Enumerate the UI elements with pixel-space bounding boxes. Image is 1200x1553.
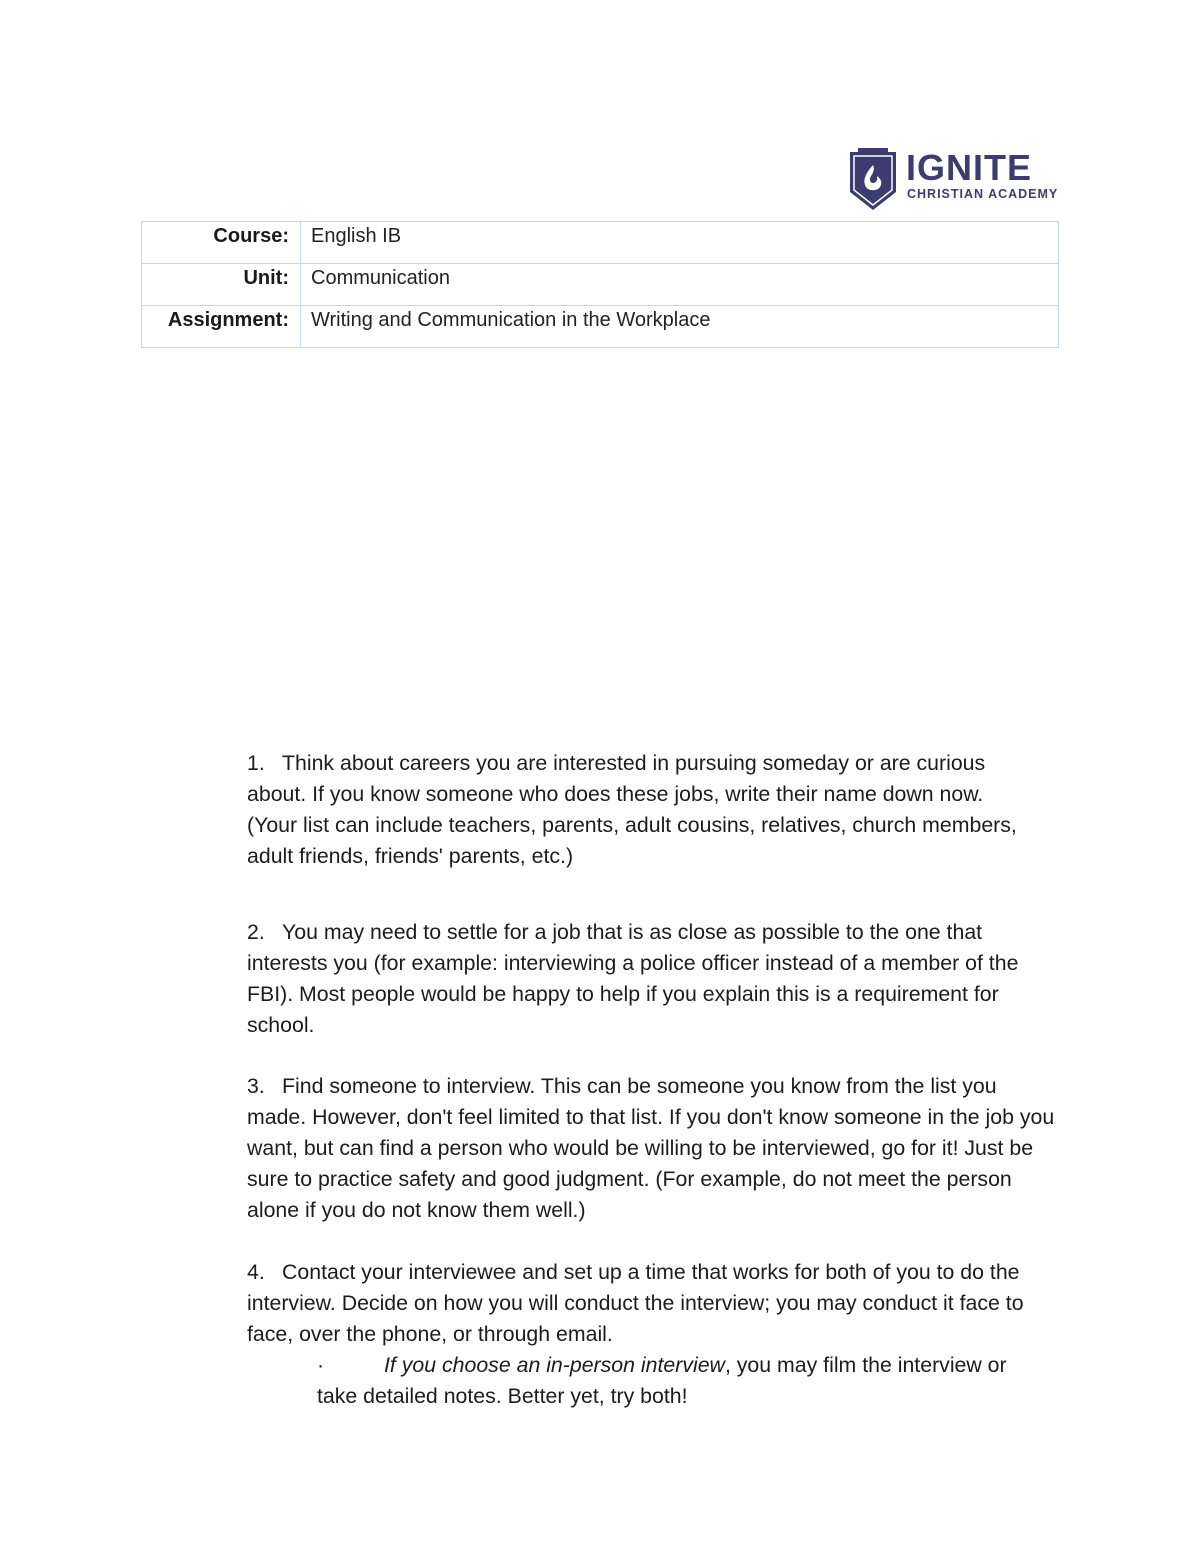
logo-subtitle: CHRISTIAN ACADEMY — [907, 187, 1059, 201]
step-4 — [247, 1257, 1062, 1350]
logo-wordmark: IGNITE — [906, 147, 1033, 188]
flame-shield-icon — [848, 148, 898, 212]
assignment-value: Writing and Communication in the Workplace — [301, 306, 1059, 348]
unit-value: Communication — [301, 264, 1059, 306]
course-value: English IB — [301, 222, 1059, 264]
step-2 — [247, 917, 1062, 1041]
course-label: Course: — [142, 222, 301, 264]
step-3-text: Find someone to interview. This can be someone you know from the list you made. However, don't feel limited to that list. If you don't know someone in the job you want, but can find a person who would be willing to be interviewed, go for it! Just be sure to practice safety and good judgment. (For example, do not meet the person alone if you do not know them well.) — [247, 1074, 1055, 1222]
step-1 — [247, 748, 1037, 872]
assignment-row — [142, 306, 1059, 348]
school-logo — [848, 148, 1060, 214]
step-4-text: Contact your interviewee and set up a time that works for both of you to do the interview. Decide on how you will conduct the interview; you may conduct it face to face, over the phone, or through email. — [247, 1260, 1024, 1346]
step-4-number: 4. — [247, 1260, 265, 1284]
bullet-item — [317, 1350, 1052, 1412]
unit-label: Unit: — [142, 264, 301, 306]
unit-row — [142, 264, 1059, 306]
course-info-table — [141, 221, 1059, 348]
bullet-rest-text: , you may film the interview or take detailed notes. Better yet, try both! — [317, 1353, 1007, 1408]
step-3 — [247, 1071, 1055, 1226]
step-2-number: 2. — [247, 920, 265, 944]
bullet-marker: · — [317, 1353, 325, 1377]
step-3-number: 3. — [247, 1074, 265, 1098]
bullet-italic-text: If you choose an in-person interview — [384, 1353, 725, 1377]
step-2-text: You may need to settle for a job that is as close as possible to the one that interests you (for example: interviewing a police officer instead of a member of the FBI). Most people would be happy to help if you explain this is a requirement for school. — [247, 920, 1019, 1037]
step-1-text: Think about careers you are interested in pursuing someday or are curious about. If you know someone who does these jobs, write their name down now. (Your list can include teachers, parents, adult cousins, relatives, church members, adult friends, friends' parents, etc.) — [247, 751, 1017, 868]
assignment-label: Assignment: — [142, 306, 301, 348]
step-1-number: 1. — [247, 751, 265, 775]
course-row — [142, 222, 1059, 264]
